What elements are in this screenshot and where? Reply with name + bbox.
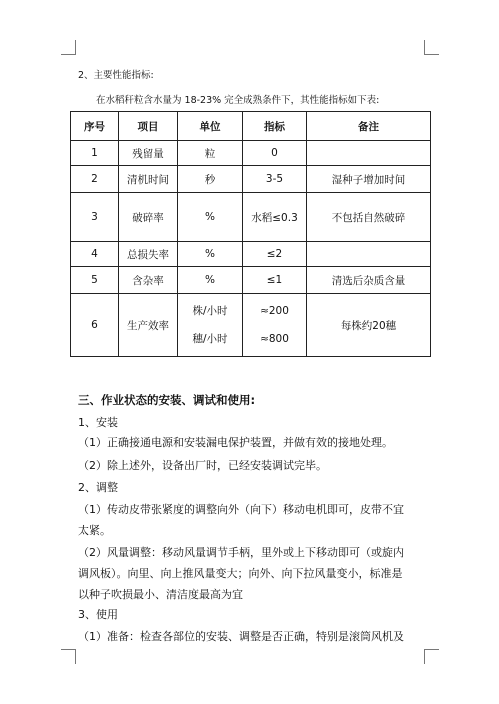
cell-note: 清选后杂质含量 xyxy=(307,267,431,294)
cell-value: 水稻≤0.3 xyxy=(243,193,307,242)
header-no: 序号 xyxy=(71,112,119,141)
cell-unit: 粒 xyxy=(178,141,243,166)
cell-unit: % xyxy=(178,267,243,294)
cell-item: 生产效率 xyxy=(119,294,178,357)
crop-mark-top-left xyxy=(61,40,76,55)
adjust-item-1-line2: 太紧。 xyxy=(78,524,111,537)
cell-value: ≤2 xyxy=(243,242,307,267)
install-item-1: （1）正确接通电源和安装漏电保护装置，并做有效的接地处理。 xyxy=(78,436,393,449)
adjust-title: 2、调整 xyxy=(78,481,118,494)
cell-unit-b: 穗/小时 xyxy=(192,333,228,345)
install-item-2: （2）除上述外，设备出厂时，已经安装调试完毕。 xyxy=(78,459,327,472)
cell-note: 湿种子增加时间 xyxy=(307,166,431,193)
adjust-item-1-line1: （1）传动皮带张紧度的调整向外（向下）移动电机即可，皮带不宜 xyxy=(78,503,404,516)
use-title: 3、使用 xyxy=(78,608,118,621)
cell-item: 总损失率 xyxy=(119,242,178,267)
cell-note: 每株约20穗 xyxy=(307,294,431,357)
table-header-row xyxy=(71,112,431,141)
header-note: 备注 xyxy=(307,112,431,141)
cell-no: 2 xyxy=(71,166,119,193)
crop-mark-bottom-right xyxy=(424,649,439,664)
cell-no: 5 xyxy=(71,267,119,294)
adjust-item-2-line1: （2）风量调整：移动风量调节手柄，里外或上下移动即可（或旋内 xyxy=(78,546,404,559)
cell-unit xyxy=(178,294,243,357)
section2-title: 2、主要性能指标: xyxy=(78,70,154,81)
cell-value: 0 xyxy=(243,141,307,166)
crop-mark-top-right xyxy=(424,40,439,55)
table-row xyxy=(71,267,431,294)
table-row xyxy=(71,294,431,357)
cell-value-b: ≈800 xyxy=(260,333,289,345)
cell-item: 清机时间 xyxy=(119,166,178,193)
cell-item: 破碎率 xyxy=(119,193,178,242)
header-unit: 单位 xyxy=(178,112,243,141)
table-row xyxy=(71,242,431,267)
cell-unit-a: 株/小时 xyxy=(192,305,228,317)
section3-heading: 三、作业状态的安装、调试和使用: xyxy=(78,393,256,407)
cell-note xyxy=(307,141,431,166)
header-item: 项目 xyxy=(119,112,178,141)
cell-value xyxy=(243,294,307,357)
cell-unit: % xyxy=(178,193,243,242)
cell-no: 1 xyxy=(71,141,119,166)
header-value: 指标 xyxy=(243,112,307,141)
adjust-item-2-line3: 以种子吹损最小、清洁度最高为宜 xyxy=(78,588,243,601)
cell-unit: 秒 xyxy=(178,166,243,193)
cell-item: 含杂率 xyxy=(119,267,178,294)
cell-note: 不包括自然破碎 xyxy=(307,193,431,242)
use-item-1-line1: （1）准备：检查各部位的安装、调整是否正确，特别是滚筒风机及 xyxy=(78,630,404,643)
cell-value-a: ≈200 xyxy=(260,305,289,317)
table-row xyxy=(71,141,431,166)
table-row xyxy=(71,193,431,242)
cell-item: 残留量 xyxy=(119,141,178,166)
crop-mark-bottom-left xyxy=(61,649,76,664)
install-title: 1、安装 xyxy=(78,416,118,429)
performance-table xyxy=(70,111,431,357)
cell-value: ≤1 xyxy=(243,267,307,294)
cell-value: 3-5 xyxy=(243,166,307,193)
cell-no: 3 xyxy=(71,193,119,242)
cell-no: 6 xyxy=(71,294,119,357)
section2-intro: 在水稻秆粒含水量为 18-23% 完全成熟条件下，其性能指标如下表: xyxy=(96,95,380,106)
cell-unit: % xyxy=(178,242,243,267)
cell-no: 4 xyxy=(71,242,119,267)
table-row xyxy=(71,166,431,193)
adjust-item-2-line2: 调风板）。向里、向上推风量变大；向外、向下拉风量变小，标准是 xyxy=(78,567,403,580)
cell-note xyxy=(307,242,431,267)
